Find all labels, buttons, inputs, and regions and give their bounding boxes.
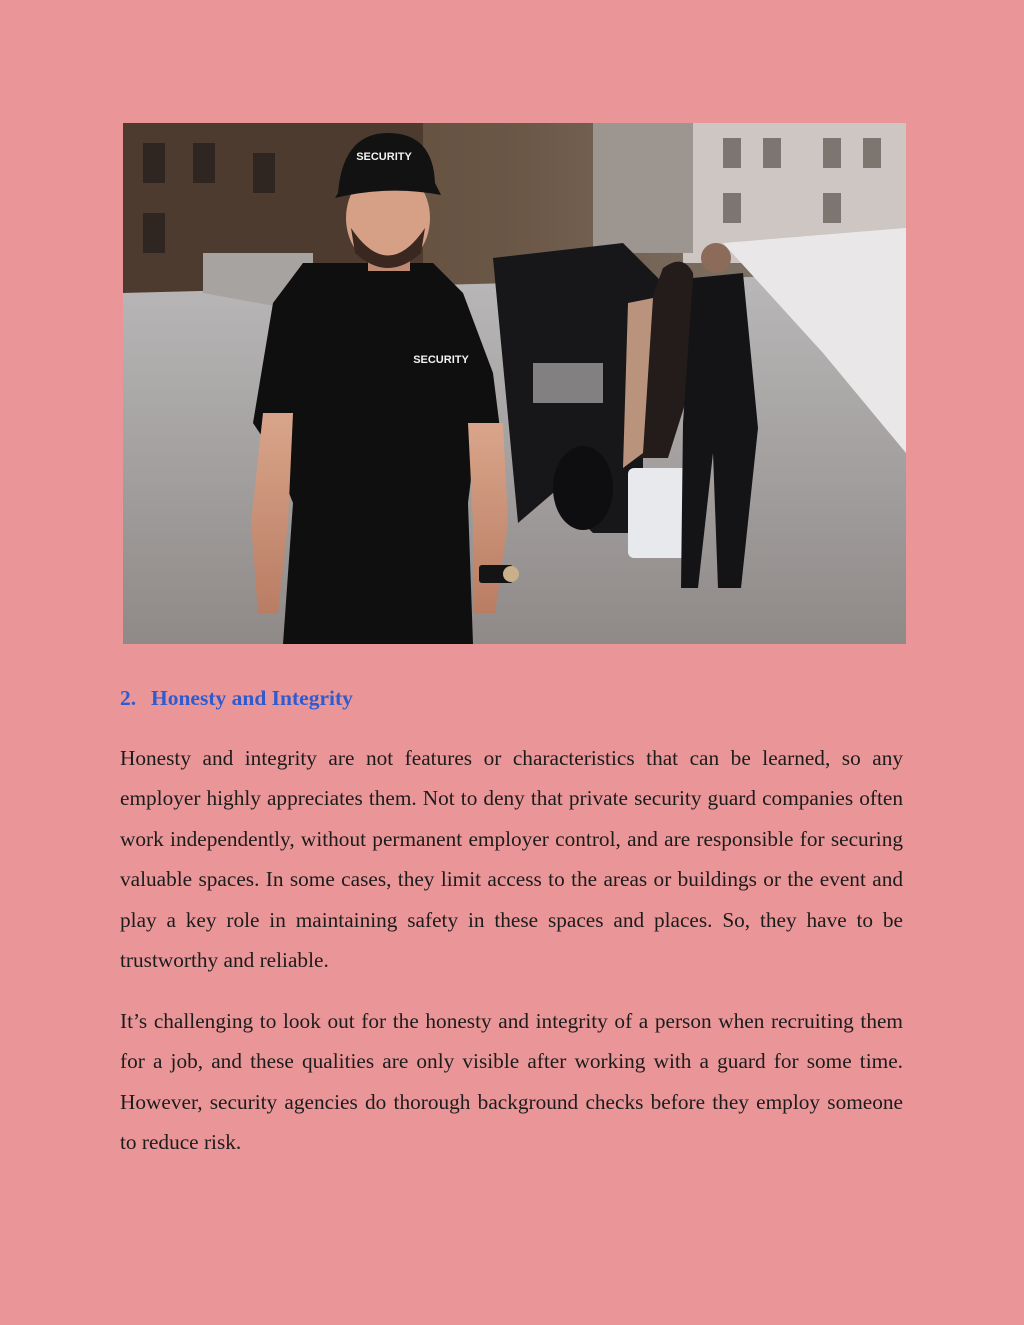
cap-security-text: SECURITY [356, 151, 412, 163]
section-heading [120, 684, 353, 712]
body-paragraph: It’s challenging to look out for the honesty and integrity of a person when recruiting them for a job, and these qualities are only visible after working with a guard for some time. However, security agencies do thorough background checks before they employ someone to reduce risk. [120, 1009, 903, 1155]
section-title: Honesty and Integrity [151, 686, 353, 710]
security-guard-illustration [123, 123, 906, 644]
section-number: 2. [120, 686, 137, 710]
body-paragraph: Honesty and integrity are not features or characteristics that can be learned, so any employer highly appreciates them. Not to deny that private security guard companies often work independently, without permanent employer control, and are responsible for securing valuable spaces. In some cases, they limit access to the areas or buildings or the event and play a key role in maintaining safety in these spaces and places. So, they have to be trustworthy and reliable. [120, 746, 903, 973]
shirt-security-text: SECURITY [413, 354, 469, 366]
security-guard-photo [123, 123, 906, 644]
